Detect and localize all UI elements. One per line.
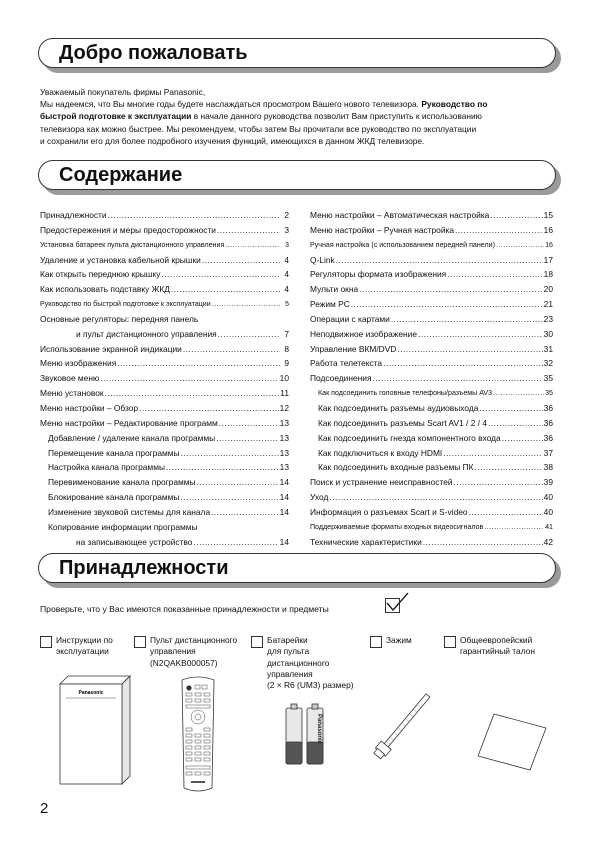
toc-leader-dots: [479, 401, 542, 416]
toc-entry-title: Звуковое меню: [40, 373, 100, 384]
toc-entry: [310, 505, 553, 520]
accessory-label: Пульт дистанционного управления (N2QAKB000057): [150, 635, 238, 668]
toc-entry: [40, 267, 289, 282]
toc-leader-dots: [166, 460, 279, 475]
toc-leader-dots: [391, 312, 543, 327]
toc-entry-page: 35: [543, 373, 553, 384]
toc-entry-title: Неподвижное изображение: [310, 328, 418, 339]
toc-entry-title: Как подсоединить головные телефоны/разъемы AV3: [318, 389, 493, 398]
contents-left-column: [40, 208, 289, 549]
toc-leader-dots: [161, 267, 280, 282]
toc-entry-page: 40: [543, 492, 553, 503]
toc-entry-title: Подсоединения: [310, 373, 372, 384]
checkbox[interactable]: [40, 636, 52, 648]
toc-leader-dots: [216, 431, 279, 446]
toc-leader-dots: [359, 282, 543, 297]
toc-leader-dots: [423, 535, 543, 550]
toc-entry: [40, 342, 289, 357]
toc-leader-dots: [193, 535, 278, 550]
toc-entry: [40, 505, 289, 520]
toc-entry: [310, 223, 553, 238]
toc-entry-title: Поддерживаемые форматы входных видеосигналов: [310, 522, 484, 531]
toc-leader-dots: [197, 475, 279, 490]
toc-entry-page: 39: [543, 477, 553, 488]
checkmark-icon: [383, 590, 411, 614]
toc-leader-dots: [219, 416, 279, 431]
toc-leader-dots: [218, 327, 280, 342]
toc-entry: [40, 238, 289, 253]
toc-leader-dots: [180, 490, 278, 505]
toc-entry-page: 4: [284, 254, 289, 265]
toc-entry: [310, 401, 553, 416]
accessory-label: Общеевропейский гарантийный талон: [460, 635, 535, 657]
checkbox[interactable]: [251, 636, 263, 648]
toc-entry: [40, 475, 289, 490]
toc-entry: [40, 520, 289, 535]
toc-entry-title: Меню установок: [40, 388, 104, 399]
toc-entry: [310, 490, 553, 505]
batteries-image: [282, 702, 332, 768]
toc-entry: [310, 520, 553, 535]
toc-entry-page: 36: [543, 402, 553, 413]
toc-entry-page: 21: [543, 299, 553, 310]
toc-entry-page: 15: [543, 210, 553, 220]
toc-leader-dots: [171, 282, 280, 297]
toc-entry-title: Как подсоединить разъемы аудиовыхода: [318, 402, 479, 413]
toc-entry: [310, 297, 553, 312]
welcome-line-4: и сохранили его для более подробного изучения функций, имеющихся в данном ЖКД телевизоре.: [40, 135, 425, 146]
toc-entry: [310, 386, 553, 401]
page-number: 2: [40, 800, 49, 817]
toc-entry-page: 30: [543, 328, 553, 339]
toc-entry-page: 7: [284, 328, 289, 339]
toc-entry-page: 9: [284, 358, 289, 369]
checkbox[interactable]: [444, 636, 456, 648]
toc-leader-dots: [443, 446, 542, 461]
toc-entry: [40, 297, 289, 312]
toc-entry-page: 36: [543, 417, 553, 428]
toc-entry-page: 36: [543, 432, 553, 443]
checkbox[interactable]: [370, 636, 382, 648]
toc-entry: [310, 342, 553, 357]
toc-entry: [310, 238, 553, 253]
toc-entry-page: 17: [543, 254, 553, 265]
toc-entry-title: Как подсоединить гнезда компонентного входа: [318, 432, 501, 443]
toc-entry: [40, 223, 289, 238]
toc-entry-page: 14: [279, 536, 289, 547]
toc-entry-page: 31: [543, 343, 553, 354]
toc-entry: [40, 253, 289, 268]
toc-entry-page: 5: [285, 300, 289, 309]
toc-entry-title: Управление ВКМ/DVD: [310, 343, 397, 354]
toc-leader-dots: [397, 342, 542, 357]
accessories-heading-banner: [38, 553, 556, 583]
toc-entry-title: Мульти окна: [310, 284, 359, 295]
toc-entry-page: 16: [545, 240, 553, 249]
toc-entry: [40, 535, 289, 550]
toc-entry-page: 13: [279, 432, 289, 443]
toc-entry-page: 3: [284, 224, 289, 235]
toc-entry-page: 10: [279, 373, 289, 384]
toc-entry: [310, 267, 553, 282]
toc-entry: [310, 282, 553, 297]
toc-leader-dots: [211, 505, 279, 520]
toc-entry: [40, 371, 289, 386]
toc-leader-dots: [447, 267, 542, 282]
toc-entry-title: Принадлежности: [40, 210, 107, 220]
toc-leader-dots: [383, 356, 543, 371]
toc-entry-title: Использование экранной индикации: [40, 343, 182, 354]
toc-entry-title: Как подсоединить входные разъемы ПК: [318, 462, 474, 473]
toc-entry-page: 32: [543, 358, 553, 369]
manual-image: [58, 674, 132, 786]
toc-leader-dots: [351, 297, 543, 312]
toc-entry: [310, 460, 553, 475]
accessory-label: Инструкции по эксплуатации: [56, 635, 113, 657]
toc-leader-dots: [488, 416, 543, 431]
welcome-heading: Добро пожаловать: [59, 42, 248, 64]
toc-entry-page: 14: [279, 477, 289, 488]
contents-heading: Содержание: [59, 164, 183, 186]
toc-leader-dots: [484, 520, 544, 535]
toc-entry: [40, 312, 289, 327]
toc-leader-dots: [496, 238, 544, 253]
toc-entry-page: 13: [279, 462, 289, 473]
toc-leader-dots: [202, 253, 280, 268]
toc-entry: [40, 356, 289, 371]
clamp-image: [368, 676, 444, 770]
toc-entry-title: Поиск и устранение неисправностей: [310, 477, 453, 488]
toc-entry-title: Q-Link: [310, 254, 335, 265]
toc-entry-title: Руководство по быстрой подготовке к эксплуатации: [40, 300, 211, 309]
toc-entry-page: 14: [279, 506, 289, 517]
toc-entry-title: Изменение звуковой системы для канала: [48, 506, 211, 517]
accessories-heading: Принадлежности: [59, 557, 229, 579]
toc-leader-dots: [217, 223, 280, 238]
remote-control-image: [176, 676, 220, 796]
toc-entry-title: Как использовать подставку ЖКД: [40, 284, 170, 295]
toc-entry-title: Копирование информации программы: [48, 521, 198, 532]
toc-entry: [310, 416, 553, 431]
toc-entry-title: Блокирование канала программы: [48, 492, 180, 503]
toc-entry-title: Меню настройки – Редактирование программ: [40, 417, 218, 428]
toc-entry-page: 13: [279, 447, 289, 458]
toc-leader-dots: [108, 208, 280, 223]
toc-entry-title: Как подключиться к входу HDMI: [318, 447, 443, 458]
toc-entry-title: Настройка канала программы: [48, 462, 165, 473]
toc-entry: [40, 327, 289, 342]
toc-entry-title: Перемещение канала программы: [48, 447, 180, 458]
toc-entry-title: Регуляторы формата изображения: [310, 269, 447, 280]
toc-entry: [40, 460, 289, 475]
toc-leader-dots: [493, 386, 544, 401]
toc-entry-page: 41: [545, 522, 553, 531]
toc-entry-title: Уход: [310, 492, 329, 503]
welcome-heading-banner: [38, 38, 556, 68]
toc-entry-page: 4: [284, 269, 289, 280]
accessory-label: Зажим: [386, 635, 412, 645]
toc-entry-page: 11: [280, 388, 289, 399]
toc-entry: [310, 446, 553, 461]
toc-leader-dots: [225, 238, 280, 253]
welcome-text: [40, 86, 560, 147]
battery-brand: Panasonic: [316, 714, 322, 745]
toc-entry-title: Меню настройки – Ручная настройка: [310, 224, 455, 235]
toc-entry-title: Меню настройки – Автоматическая настройка: [310, 210, 490, 220]
toc-entry-title: Предостережения и меры предосторожности: [40, 224, 216, 235]
manual-brand: Panasonic: [78, 690, 104, 696]
warranty-card-image: [474, 712, 550, 772]
toc-entry: [310, 312, 553, 327]
toc-entry-page: 38: [543, 462, 553, 473]
toc-entry: [310, 475, 553, 490]
toc-entry: [310, 371, 553, 386]
toc-entry-page: 23: [543, 313, 553, 324]
toc-entry-page: 4: [284, 284, 289, 295]
toc-entry: [40, 431, 289, 446]
contents-heading-banner: [38, 160, 556, 190]
toc-entry-page: 12: [279, 402, 289, 413]
toc-leader-dots: [117, 356, 280, 371]
toc-entry-title: и пульт дистанционного управления: [76, 328, 217, 339]
welcome-line-3: телевизора как можно быстрее. Мы рекомендуем, чтобы затем Вы прочитали все руководство по эксплуатации: [40, 123, 477, 134]
toc-entry-title: Установка батареек пульта дистанционного управления: [40, 240, 225, 249]
toc-entry-page: 18: [543, 269, 553, 280]
toc-entry: [40, 401, 289, 416]
toc-entry: [310, 431, 553, 446]
check-instruction: Проверьте, что у Вас имеются показанные принадлежности и предметы: [40, 604, 329, 614]
toc-leader-dots: [372, 371, 542, 386]
toc-entry-page: 2: [284, 210, 289, 220]
toc-entry-page: 3: [285, 240, 289, 249]
toc-entry: [310, 327, 553, 342]
toc-leader-dots: [336, 253, 543, 268]
toc-entry: [310, 208, 553, 223]
toc-leader-dots: [139, 401, 279, 416]
toc-entry: [40, 208, 289, 223]
toc-entry-title: Работа телетекста: [310, 358, 383, 369]
toc-leader-dots: [183, 342, 280, 357]
toc-entry: [40, 386, 289, 401]
toc-entry-page: 37: [543, 447, 553, 458]
toc-entry-page: 20: [543, 284, 553, 295]
welcome-line-2: быстрой подготовке к эксплуатации в начале данного руководства позволит Вам приступить к использованию: [40, 111, 482, 122]
toc-entry: [310, 535, 553, 550]
toc-leader-dots: [418, 327, 543, 342]
toc-entry-page: 14: [279, 492, 289, 503]
toc-entry-page: 13: [279, 417, 289, 428]
toc-leader-dots: [502, 431, 543, 446]
toc-entry: [310, 356, 553, 371]
toc-entry-title: Удаление и установка кабельной крышки: [40, 254, 201, 265]
toc-entry: [310, 253, 553, 268]
toc-entry-page: 42: [543, 536, 553, 547]
accessory-label: Батарейки для пульта дистанционного управления (2 × R6 (UM3) размер): [267, 635, 354, 691]
welcome-intro: Уважаемый покупатель фирмы Panasonic,: [40, 87, 206, 97]
toc-leader-dots: [105, 386, 280, 401]
toc-entry-page: 35: [545, 389, 553, 398]
toc-entry: [40, 416, 289, 431]
welcome-line-1: Мы надеемся, что Вы многие годы будете наслаждаться просмотром Вашего нового телевизора. Руководство по: [40, 99, 488, 110]
toc-entry-title: Технические характеристики: [310, 536, 422, 547]
toc-entry-title: Основные регуляторы: передняя панель: [40, 313, 199, 324]
toc-entry: [40, 282, 289, 297]
toc-entry-title: на записывающее устройство: [76, 536, 193, 547]
toc-entry: [40, 446, 289, 461]
toc-entry-title: Как подсоединить разъемы Scart AV1 / 2 / 4: [318, 417, 487, 428]
toc-leader-dots: [100, 371, 278, 386]
toc-leader-dots: [469, 505, 543, 520]
toc-leader-dots: [454, 475, 543, 490]
toc-entry-title: Меню настройки – Обзор: [40, 402, 139, 413]
toc-leader-dots: [181, 446, 279, 461]
toc-entry: [40, 490, 289, 505]
toc-leader-dots: [475, 460, 543, 475]
toc-leader-dots: [490, 208, 542, 223]
checkbox[interactable]: [134, 636, 146, 648]
toc-leader-dots: [329, 490, 542, 505]
toc-entry-title: Информация о разъемах Scart и S-video: [310, 506, 468, 517]
toc-entry-title: Режим PC: [310, 299, 350, 310]
toc-entry-page: 40: [543, 506, 553, 517]
toc-entry-title: Меню изображения: [40, 358, 117, 369]
toc-leader-dots: [455, 223, 543, 238]
toc-entry-title: Операции с картами: [310, 313, 390, 324]
toc-entry-title: Добавление / удаление канала программы: [48, 432, 216, 443]
toc-entry-title: Перевименование канала программы: [48, 477, 196, 488]
toc-entry-page: 8: [284, 343, 289, 354]
toc-leader-dots: [212, 297, 280, 312]
contents-right-column: [310, 208, 553, 549]
toc-entry-title: Как открыть переднюю крышку: [40, 269, 161, 280]
toc-entry-title: Ручная настройка (с использованием передней панели): [310, 240, 495, 249]
toc-entry-page: 16: [543, 224, 553, 235]
